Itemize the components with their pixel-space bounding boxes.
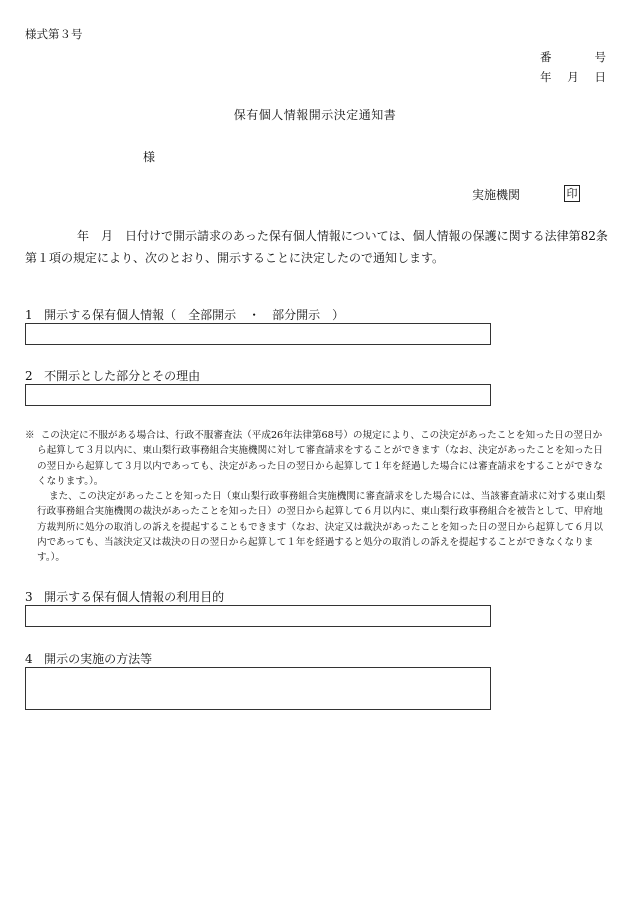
- date-year: 年: [540, 70, 552, 84]
- number-label-ban: 番: [540, 50, 552, 64]
- section-4-field[interactable]: [25, 667, 491, 710]
- agency-label: 実施機関: [472, 188, 521, 202]
- seal-box: 印: [564, 185, 580, 202]
- section-1-field[interactable]: [25, 323, 491, 345]
- date-label: [540, 69, 606, 85]
- section-3-number: 3: [25, 590, 33, 604]
- note-mark: ※: [25, 430, 35, 441]
- number-label-go: 号: [594, 50, 606, 64]
- date-month: 月: [567, 70, 579, 84]
- section-1-title: 開示する保有個人情報（ 全部開示 ・ 部分開示 ）: [44, 308, 345, 322]
- section-2-title: 不開示とした部分とその理由: [44, 369, 201, 383]
- section-2-heading: [25, 367, 200, 384]
- section-4-heading: [25, 650, 152, 667]
- section-4-number: 4: [25, 652, 33, 666]
- appeal-note-paragraph-1: [25, 428, 610, 489]
- section-2-field[interactable]: [25, 384, 491, 406]
- document-title: 保有個人情報開示決定通知書: [233, 108, 397, 122]
- section-2-number: 2: [25, 369, 33, 383]
- appeal-note: [25, 428, 610, 566]
- section-4-title: 開示の実施の方法等: [44, 652, 153, 666]
- section-3-heading: [25, 588, 224, 605]
- section-1-heading: [25, 306, 344, 323]
- section-3-field[interactable]: [25, 605, 491, 627]
- document-number-label: [540, 49, 606, 65]
- intro-text: 年 月 日付けで開示請求のあった保有個人情報については、個人情報の保護に関する法律第82条第１項の規定により、次のとおり、開示することに決定したので通知します。: [25, 229, 608, 265]
- section-1-number: 1: [25, 308, 33, 322]
- form-number: 様式第３号: [25, 27, 83, 41]
- note-p1-text: この決定に不服がある場合は、行政不服審査法（平成26年法律第68号）の規定により、この決定があったことを知った日の翌日から起算して３月以内に、東山梨行政事務組合実施機関に対して審査請求をすることができます（なお、決定があったことを知った日の翌日から起算して３月以内であっても、決定があった日の翌日から起算して１年を経過した場合には審査請求をすることができなくなります。）。: [37, 430, 603, 487]
- intro-paragraph: [25, 225, 608, 269]
- section-3-title: 開示する保有個人情報の利用目的: [44, 590, 225, 604]
- date-day: 日: [594, 70, 606, 84]
- appeal-note-paragraph-2: また、この決定があったことを知った日（東山梨行政事務組合実施機関に審査請求をした場合には、当該審査請求に対する東山梨行政事務組合実施機関の裁決があったことを知った日）の翌日から起算して６月以内に、東山梨行政事務組合を被告として、甲府地方裁判所に処分の取消しの訴えを提起することもできます（なお、決定又は裁決があったことを知った日の翌日から起算して６月以内であっても、当該決定又は裁決の日の翌日から起算して１年を経過すると処分の取消しの訴えを提起することができなくなります。）。: [37, 491, 606, 564]
- addressee-suffix: 様: [143, 150, 156, 164]
